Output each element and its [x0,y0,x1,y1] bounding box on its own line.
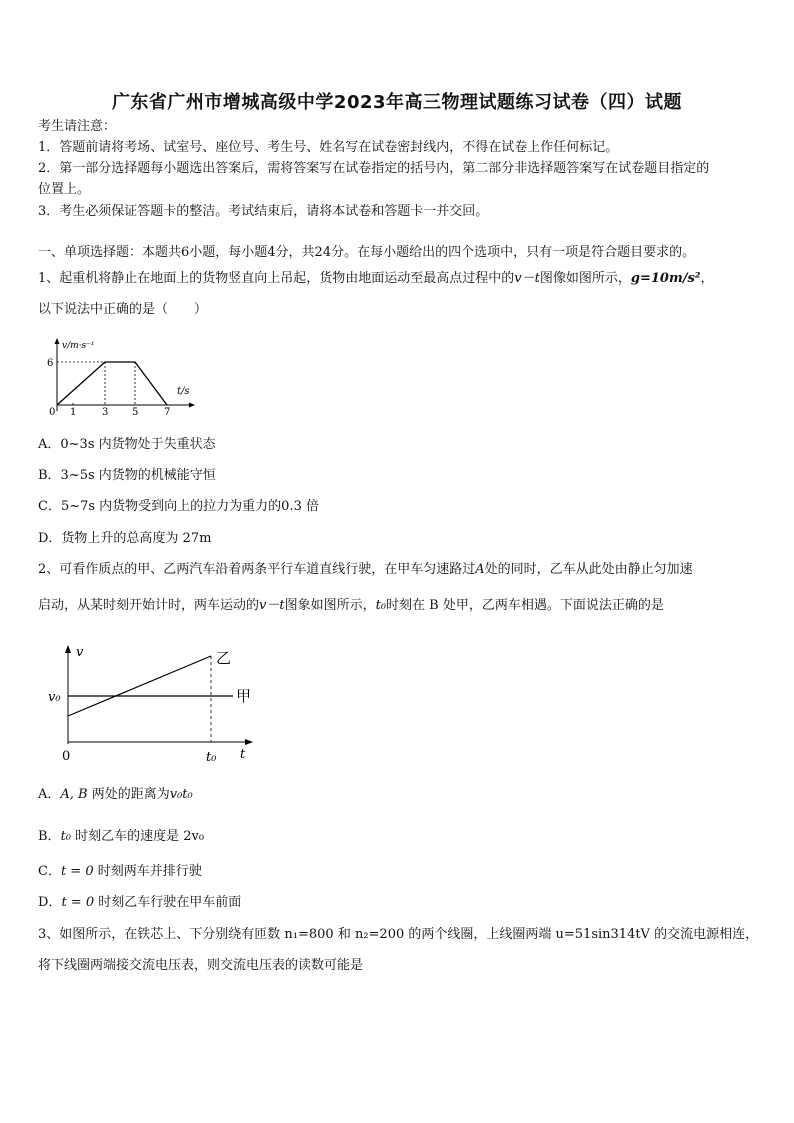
q1-x-arrow [189,403,195,408]
q1-x-tick-5: 5 [132,407,139,418]
q2-v-label: v [76,645,84,660]
page-title: 广东省广州市增城高级中学2023年高三物理试题练习试卷（四）试题 [111,92,683,113]
q2-stem-2c: 时刻在 B 处甲，乙两车相遇。下面说法正确的是 [386,598,664,613]
q1-stem-vt: v－t [514,271,540,286]
q2-label-yi: 乙 [216,649,232,667]
q2-vt-graph [42,640,262,770]
q1-y-label: v/m·s⁻¹ [62,341,95,351]
q1-vt-line [57,362,167,405]
q2-option-b-math: t₀ [60,829,71,844]
q2-v-arrow [65,645,71,653]
q2-option-b-tail: 2v₀ [183,829,205,844]
q1-option-d: D．货物上升的总高度为 27m [38,531,212,546]
q2-stem-2b: 图象如图所示， [284,598,376,613]
q2-stem-1b: 处的同时，乙车从此处由静止匀加速 [484,562,693,577]
q1-stem-c: ， [700,271,714,286]
notice-item-2-cont: 位置上。 [38,182,91,197]
q2-option-c-math: t = 0 [60,864,94,879]
q2-option-b: B．t₀ 时刻乙车的速度是 2v₀ [38,829,205,844]
q2-stem-A: A [475,562,485,577]
q2-option-a: A．A, B 两处的距离为v₀t₀ [38,787,193,802]
q1-x-tick-3: 3 [102,407,109,418]
q1-stem-a: 1、起重机将静止在地面上的货物竖直向上吊起，货物由地面运动至最高点过程中的 [38,271,515,286]
q2-origin: 0 [62,749,71,764]
q2-option-a-math: A, B [60,787,88,802]
q2-option-d: D．t = 0 时刻乙车行驶在甲车前面 [38,895,242,910]
q2-label-jia: 甲 [236,687,252,705]
q3-stem-2: 将下线圈两端接交流电压表，则交流电压表的读数可能是 [38,958,364,973]
q2-stem-2a: 启动，从某时刻开始计时，两车运动的 [38,598,260,613]
q1-option-b: B．3~5s 内货物的机械能守恒 [38,468,216,483]
q2-t0-label: t₀ [206,750,217,765]
q1-stem-b: 图像如图所示， [539,271,631,286]
q1-x-label: t/s [177,386,190,397]
q2-line-yi [68,656,211,716]
q1-vt-graph [40,335,200,420]
q1-x-tick-7: 7 [164,407,171,418]
q1-stem-2: 以下说法中正确的是（ ） [38,302,208,317]
notice-item-2: 2．第一部分选择题每小题选出答案后，需将答案写在试卷指定的括号内，第二部分非选择题答案写在试卷题目指定的 [38,161,710,176]
q2-t-arrow [245,739,253,745]
q2-stem-t0: t₀ [375,598,387,613]
q2-option-d-math: t = 0 [61,895,95,910]
q2-option-c: C．t = 0 时刻两车并排行驶 [38,864,202,879]
q2-t-label: t [240,747,246,762]
notice-heading: 考生请注意： [38,119,117,134]
q1-option-c: C．5~7s 内货物受到向上的拉力为重力的0.3 倍 [38,499,319,514]
q2-option-a-tail: v₀t₀ [169,787,193,802]
q2-stem-2 [38,597,664,615]
q2-stem-vt: v－t [259,598,285,613]
q2-v0-label: v₀ [48,690,61,705]
notice-item-1: 1．答题前请将考场、试室号、座位号、考生号、姓名写在试卷密封线内，不得在试卷上作任何标记。 [38,140,619,155]
q1-x-tick-0: 0 [49,407,56,418]
q1-y-tick-6: 6 [47,358,54,369]
q3-stem-1: 3、如图所示，在铁芯上、下分别绕有匝数 n₁=800 和 n₂=200 的两个线圈，上线圈两端 u=51sin314tV 的交流电源相连， [38,927,759,942]
notice-item-3: 3．考生必须保证答题卡的整洁。考试结束后，请将本试卷和答题卡一并交回。 [38,204,489,219]
q2-stem-1a: 2、可看作质点的甲、乙两汽车沿着两条平行车道直线行驶，在甲车匀速路过 [38,562,476,577]
q1-option-a: A．0~3s 内货物处于失重状态 [38,437,216,452]
q1-x-tick-1: 1 [70,407,77,418]
q1-stem [38,270,713,288]
section-heading: 一、单项选择题：本题共6小题，每小题4分，共24分。在每小题给出的四个选项中，只有一项是符合题目要求的。 [38,245,696,260]
q1-stem-g: g=10m/s² [630,271,701,286]
q1-y-arrow [55,338,60,344]
q2-stem-1 [38,561,693,579]
